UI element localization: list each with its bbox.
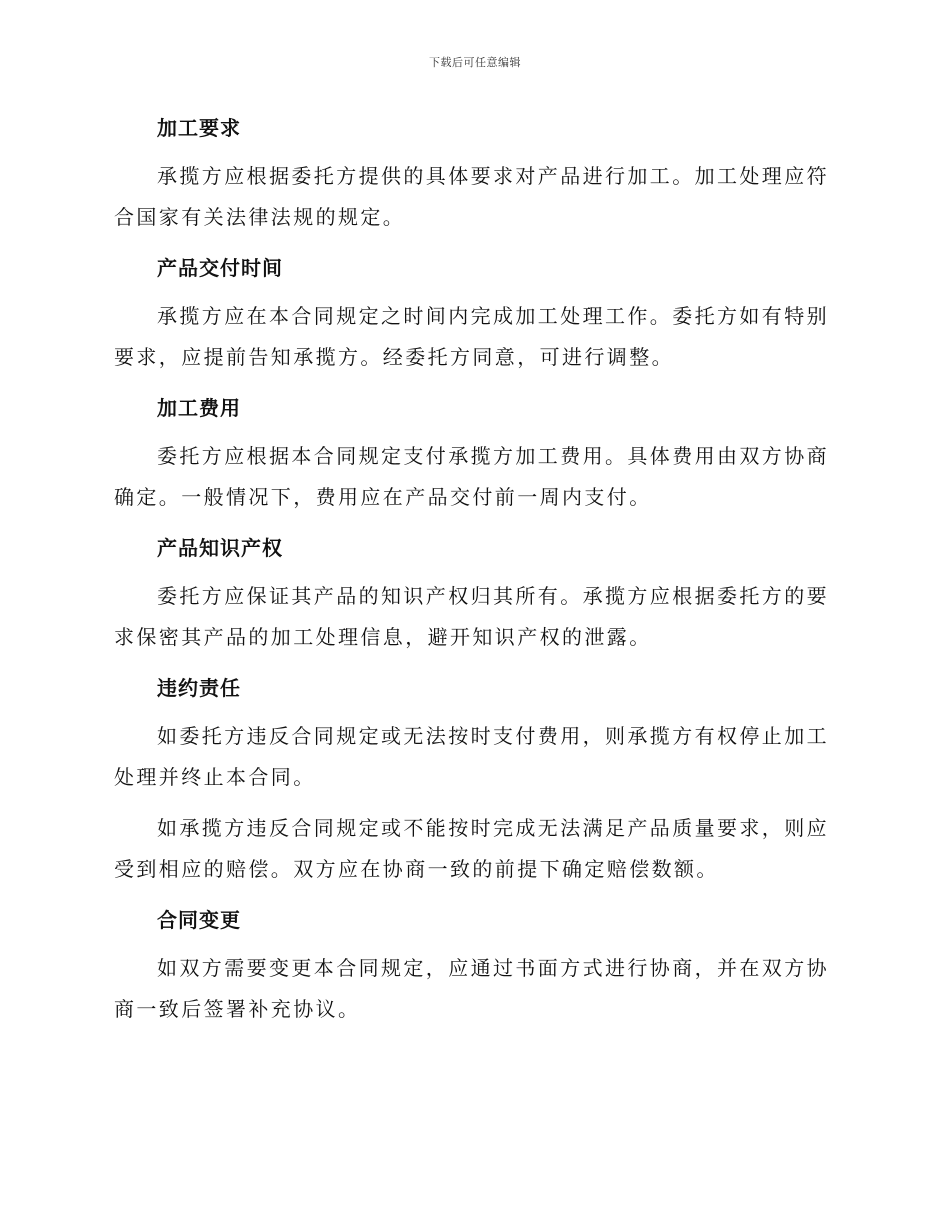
- section-heading: 违约责任: [157, 676, 241, 700]
- section-intellectual-property: [114, 528, 830, 668]
- section-heading: 合同变更: [157, 908, 241, 932]
- section-processing-requirements: [114, 108, 830, 248]
- document-body: [114, 108, 830, 1030]
- section-contract-amendment: [114, 900, 830, 1030]
- section-paragraph: 如承揽方违反合同规定或不能按时完成无法满足产品质量要求，则应受到相应的赔偿。双方应在协商一致的前提下确定赔偿数额。: [114, 816, 829, 881]
- section-paragraph: 承揽方应在本合同规定之时间内完成加工处理工作。委托方如有特别要求，应提前告知承揽方。经委托方同意，可进行调整。: [114, 304, 829, 369]
- section-processing-fees: [114, 388, 830, 528]
- page-header: 下载后可任意编辑: [429, 56, 521, 69]
- section-heading: 加工费用: [157, 396, 241, 420]
- section-breach-liability: [114, 668, 830, 900]
- section-heading: 产品交付时间: [157, 256, 283, 280]
- section-paragraph: 如双方需要变更本合同规定，应通过书面方式进行协商，并在双方协商一致后签署补充协议。: [114, 956, 829, 1021]
- section-delivery-time: [114, 248, 830, 388]
- section-paragraph: 承揽方应根据委托方提供的具体要求对产品进行加工。加工处理应符合国家有关法律法规的规定。: [114, 164, 829, 229]
- section-heading: 产品知识产权: [157, 536, 283, 560]
- section-heading: 加工要求: [157, 116, 241, 140]
- section-paragraph: 如委托方违反合同规定或无法按时支付费用，则承揽方有权停止加工处理并终止本合同。: [114, 724, 829, 789]
- section-paragraph: 委托方应根据本合同规定支付承揽方加工费用。具体费用由双方协商确定。一般情况下，费用应在产品交付前一周内支付。: [114, 444, 829, 509]
- section-paragraph: 委托方应保证其产品的知识产权归其所有。承揽方应根据委托方的要求保密其产品的加工处理信息，避开知识产权的泄露。: [114, 584, 829, 649]
